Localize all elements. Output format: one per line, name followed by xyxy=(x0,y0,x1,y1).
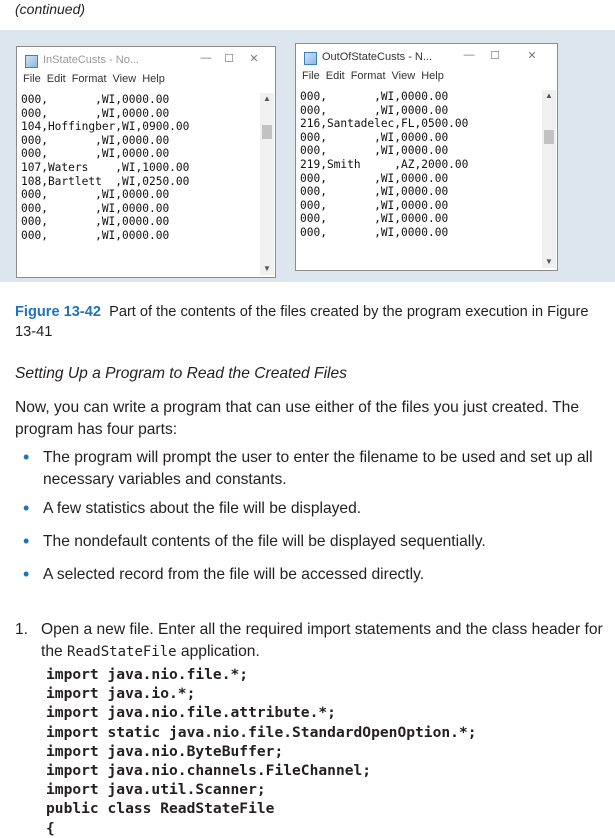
text-line: 216,Santadelec,FL,0500.00 xyxy=(300,117,469,131)
menu-file[interactable]: File xyxy=(302,70,320,82)
text-editor-area[interactable] xyxy=(300,90,541,268)
code-line: import java.nio.file.*; xyxy=(46,666,249,683)
window-title: OutOfStateCusts - N... xyxy=(322,51,433,63)
notepad-icon xyxy=(304,52,317,65)
scroll-thumb[interactable] xyxy=(262,125,272,139)
code-line: import java.nio.file.attribute.*; xyxy=(46,704,336,722)
scroll-up-icon[interactable]: ▲ xyxy=(545,91,553,100)
text-line: 000, ,WI,0000.00 xyxy=(300,130,449,144)
code-line: import java.nio.channels.FileChannel; xyxy=(46,762,372,780)
menu-bar xyxy=(296,70,557,88)
bullet-icon: • xyxy=(23,531,30,551)
close-button[interactable]: ✕ xyxy=(249,53,259,65)
step-text-after: application. xyxy=(176,642,260,660)
vertical-scrollbar[interactable] xyxy=(542,90,556,268)
scroll-down-icon[interactable]: ▼ xyxy=(545,257,553,266)
close-button[interactable]: ✕ xyxy=(527,50,537,62)
notepad-icon xyxy=(25,55,38,68)
text-line: 000, ,WI,0000.00 xyxy=(300,144,449,158)
section-subheading: Setting Up a Program to Read the Created Files xyxy=(15,365,347,382)
code-line: import static java.nio.file.StandardOpenOption.*; xyxy=(46,723,477,741)
minimize-button[interactable]: — xyxy=(200,52,212,64)
text-line: 000, ,WI,0000.00 xyxy=(21,201,170,215)
window-titlebar[interactable] xyxy=(17,47,275,73)
list-item-text: The nondefault contents of the file will be displayed sequentially. xyxy=(43,533,486,550)
menu-help[interactable]: Help xyxy=(421,70,444,82)
text-line: 107,Waters ,WI,1000.00 xyxy=(21,160,190,174)
code-line: import java.io.*; xyxy=(46,685,196,703)
minimize-button[interactable]: — xyxy=(463,49,475,61)
list-item-text: The program will prompt the user to enter the filename to be used and set up all necessary variables and constants. xyxy=(43,449,593,488)
text-line: 219,Smith ,AZ,2000.00 xyxy=(300,157,469,171)
text-line: 000, ,WI,0000.00 xyxy=(300,198,449,212)
notepad-window-outofstate[interactable] xyxy=(295,43,558,271)
text-line: 000, ,WI,0000.00 xyxy=(300,103,449,117)
code-block xyxy=(46,665,477,838)
continued-label: (continued) xyxy=(15,1,86,17)
scroll-thumb[interactable] xyxy=(544,130,554,144)
scroll-down-icon[interactable]: ▼ xyxy=(263,264,271,273)
vertical-scrollbar[interactable] xyxy=(260,93,274,275)
scroll-up-icon[interactable]: ▲ xyxy=(263,94,271,103)
code-line: import java.nio.ByteBuffer; xyxy=(46,742,284,760)
text-line: 000, ,WI,0000.00 xyxy=(21,133,170,147)
code-line: { xyxy=(46,819,55,837)
figure-caption-text: Part of the contents of the files created by the program execution in Figure 13-41 xyxy=(15,304,589,340)
window-titlebar[interactable] xyxy=(296,44,557,70)
menu-file[interactable]: File xyxy=(23,73,41,85)
window-title: InStateCusts - No... xyxy=(43,54,139,66)
menu-view[interactable]: View xyxy=(112,73,137,85)
step-number: 1. xyxy=(15,621,29,638)
text-line: 000, ,WI,0000.00 xyxy=(300,185,449,199)
menu-view[interactable]: View xyxy=(391,70,416,82)
bullet-icon: • xyxy=(23,498,30,518)
text-line: 108,Bartlett ,WI,0250.00 xyxy=(21,174,190,188)
list-item-text: A selected record from the file will be accessed directly. xyxy=(43,566,425,583)
maximize-button[interactable]: ☐ xyxy=(490,50,500,62)
text-line: 000, ,WI,0000.00 xyxy=(21,93,170,106)
menu-format[interactable]: Format xyxy=(350,70,386,82)
step-text xyxy=(41,619,605,663)
step-text-before: Open a new file. Enter all the required import statements and the class header for the xyxy=(41,621,603,660)
text-line: 000, ,WI,0000.00 xyxy=(21,228,170,242)
code-line: public class ReadStateFile xyxy=(46,800,275,818)
intro-paragraph: Now, you can write a program that can use either of the files you just created. The program has four parts: xyxy=(15,399,579,438)
bullet-icon: • xyxy=(23,447,30,467)
notepad-window-instate[interactable] xyxy=(16,46,276,278)
text-editor-area[interactable] xyxy=(21,93,259,275)
figure-label: Figure 13-42 xyxy=(15,304,101,320)
text-line: 000, ,WI,0000.00 xyxy=(21,106,170,120)
menu-bar xyxy=(17,73,275,91)
bullet-icon: • xyxy=(23,564,30,584)
text-line: 000, ,WI,0000.00 xyxy=(21,215,170,229)
menu-edit[interactable]: Edit xyxy=(46,73,66,85)
text-line: 104,Hoffingber,WI,0900.00 xyxy=(21,120,190,134)
text-line: 000, ,WI,0000.00 xyxy=(300,171,449,185)
maximize-button[interactable]: ☐ xyxy=(224,53,234,65)
class-name-code: ReadStateFile xyxy=(67,643,177,660)
text-line: 000, ,WI,0000.00 xyxy=(300,225,449,239)
text-line: 000, ,WI,0000.00 xyxy=(21,147,170,161)
text-line: 000, ,WI,0000.00 xyxy=(300,90,449,103)
text-line: 000, ,WI,0000.00 xyxy=(300,212,449,226)
menu-help[interactable]: Help xyxy=(142,73,165,85)
menu-format[interactable]: Format xyxy=(71,73,107,85)
menu-edit[interactable]: Edit xyxy=(325,70,345,82)
list-item-text: A few statistics about the file will be displayed. xyxy=(43,500,362,517)
text-line: 000, ,WI,0000.00 xyxy=(21,188,170,202)
code-line: import java.util.Scanner; xyxy=(46,781,266,799)
figure-caption xyxy=(15,302,605,342)
